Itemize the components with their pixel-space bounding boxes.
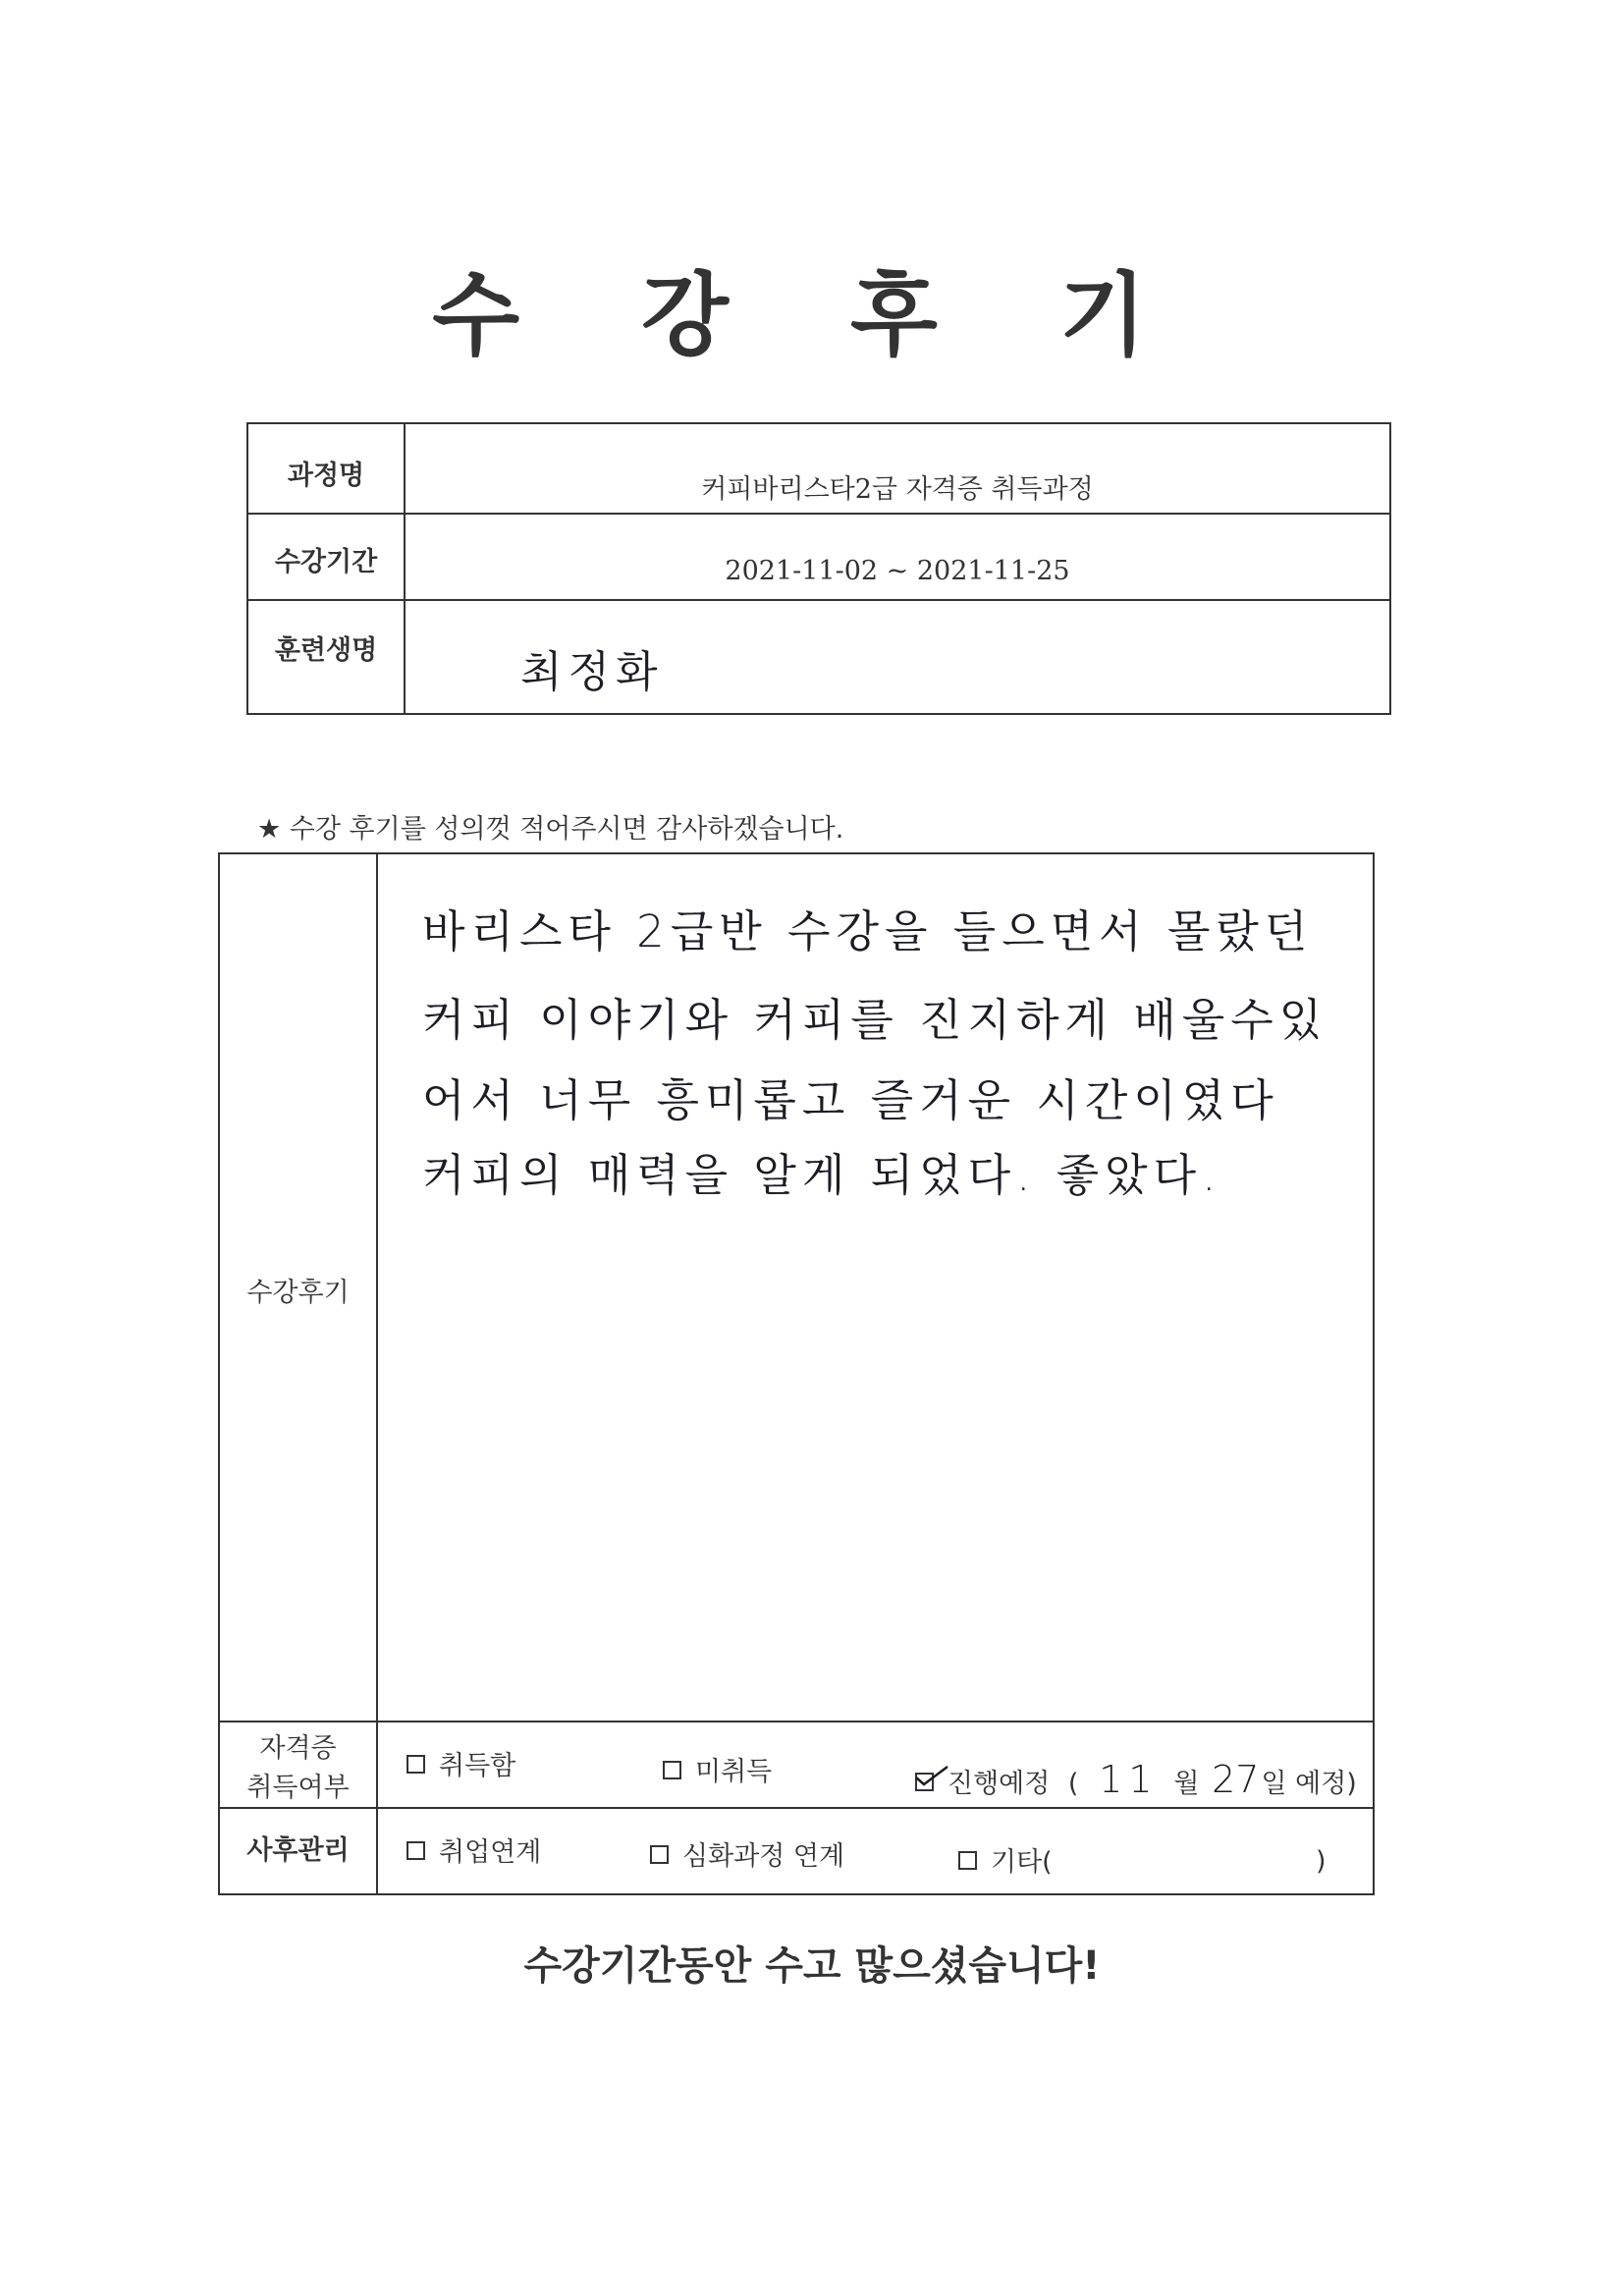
option-acquired[interactable] (406, 1744, 515, 1782)
advanced-course-label: 심화과정 연계 (682, 1841, 845, 1872)
trainee-label: 훈련생명 (274, 635, 378, 666)
trainee-name-handwritten: 최정화 (520, 647, 664, 697)
certificate-label-line2: 취득여부 (246, 1773, 350, 1803)
instruction-note: ★ 수강 후기를 성의껏 적어주시면 감사하겠습니다. (257, 814, 844, 845)
certificate-label-line1: 자격증 (259, 1733, 337, 1764)
job-link-label: 취업연계 (439, 1837, 542, 1868)
course-label: 과정명 (287, 461, 365, 491)
review-line-3: 어서 너무 흥미롭고 즐거운 시간이였다 (422, 1074, 1279, 1126)
period-value: 2021-11-02 ~ 2021-11-25 (725, 556, 1070, 586)
closing-message: 수강기간동안 수고 많으셨습니다! (523, 1943, 1101, 1989)
review-line-4: 커피의 매력을 알게 되었다. 좋았다. (422, 1149, 1222, 1201)
pending-label: 진행예정 (947, 1769, 1051, 1799)
option-pending[interactable] (915, 1758, 1357, 1801)
paren-open: ( (1067, 1769, 1079, 1799)
acquired-label: 취득함 (439, 1751, 516, 1781)
aftercare-label: 사후관리 (246, 1835, 350, 1866)
option-other[interactable] (958, 1840, 1053, 1879)
course-value: 커피바리스타2급 자격증 취득과정 (701, 474, 1094, 505)
advanced-course-checkbox[interactable] (650, 1845, 669, 1864)
other-label: 기타( (991, 1847, 1053, 1878)
review-label: 수강후기 (246, 1278, 350, 1308)
option-job-link[interactable] (406, 1831, 541, 1869)
document-title: 수 강 후 기 (432, 263, 1192, 368)
period-label: 수강기간 (274, 547, 378, 577)
acquired-checkbox[interactable] (406, 1755, 425, 1774)
review-line-2: 커피 이야기와 커피를 진지하게 배울수있 (422, 994, 1328, 1046)
day-label: 일 예정) (1261, 1769, 1357, 1799)
month-value-handwritten: 11 (1099, 1758, 1159, 1801)
pending-checkbox-checked[interactable] (915, 1773, 934, 1791)
day-value-handwritten: 27 (1212, 1758, 1260, 1801)
option-not-acquired[interactable] (663, 1750, 772, 1788)
job-link-checkbox[interactable] (406, 1841, 425, 1860)
other-checkbox[interactable] (958, 1851, 977, 1870)
not-acquired-label: 미취득 (695, 1757, 773, 1787)
month-label: 월 (1173, 1769, 1200, 1799)
other-paren-close: ) (1316, 1846, 1326, 1877)
option-advanced-course[interactable] (650, 1834, 844, 1873)
not-acquired-checkbox[interactable] (663, 1761, 681, 1779)
review-line-1: 바리스타 2급반 수강을 들으면서 몰랐던 (422, 905, 1314, 957)
